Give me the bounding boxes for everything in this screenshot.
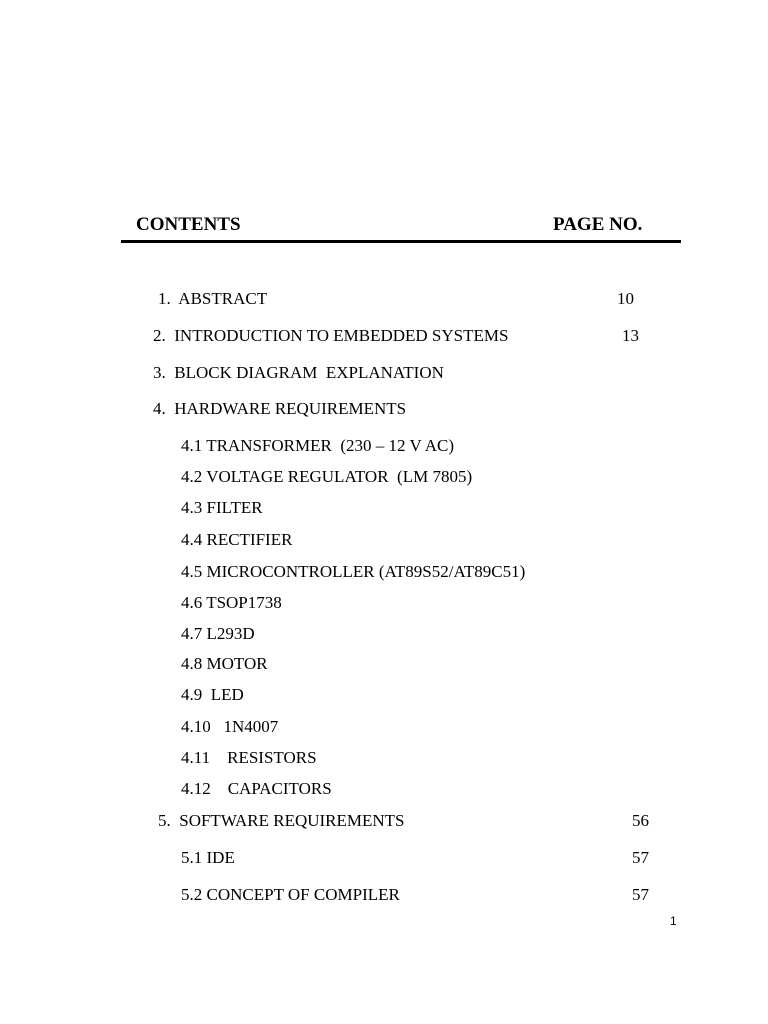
toc-entry-voltage-regulator: 4.2 VOLTAGE REGULATOR (LM 7805) [181,467,473,486]
toc-entry-microcontroller: 4.5 MICROCONTROLLER (AT89S52/AT89C51) [181,562,526,581]
toc-entry-capacitors: 4.12 CAPACITORS [181,779,332,798]
toc-entry-software: 5. SOFTWARE REQUIREMENTS [158,811,405,830]
toc-page-compiler: 57 [632,885,649,904]
toc-entry-transformer: 4.1 TRANSFORMER (230 – 12 V AC) [181,436,454,455]
heading-underline [121,240,681,243]
page-number: 1 [670,914,677,928]
toc-entry-1n4007: 4.10 1N4007 [181,717,279,736]
toc-entry-introduction: 2. INTRODUCTION TO EMBEDDED SYSTEMS [153,326,509,345]
toc-entry-resistors: 4.11 RESISTORS [181,748,317,767]
toc-entry-block-diagram: 3. BLOCK DIAGRAM EXPLANATION [153,363,444,382]
toc-entry-ide: 5.1 IDE [181,848,235,867]
toc-entry-abstract: 1. ABSTRACT [158,289,268,308]
toc-entry-l293d: 4.7 L293D [181,624,255,643]
toc-entry-motor: 4.8 MOTOR [181,654,268,673]
toc-entry-compiler: 5.2 CONCEPT OF COMPILER [181,885,400,904]
contents-heading: CONTENTS [136,214,241,235]
toc-page-ide: 57 [632,848,649,867]
toc-entry-filter: 4.3 FILTER [181,498,263,517]
toc-entry-led: 4.9 LED [181,685,244,704]
page-no-heading: PAGE NO. [553,214,643,235]
toc-entry-hardware: 4. HARDWARE REQUIREMENTS [153,399,407,418]
toc-page-introduction: 13 [622,326,639,345]
toc-page-abstract: 10 [617,289,634,308]
toc-entry-tsop1738: 4.6 TSOP1738 [181,593,282,612]
toc-page-software: 56 [632,811,649,830]
toc-entry-rectifier: 4.4 RECTIFIER [181,530,293,549]
